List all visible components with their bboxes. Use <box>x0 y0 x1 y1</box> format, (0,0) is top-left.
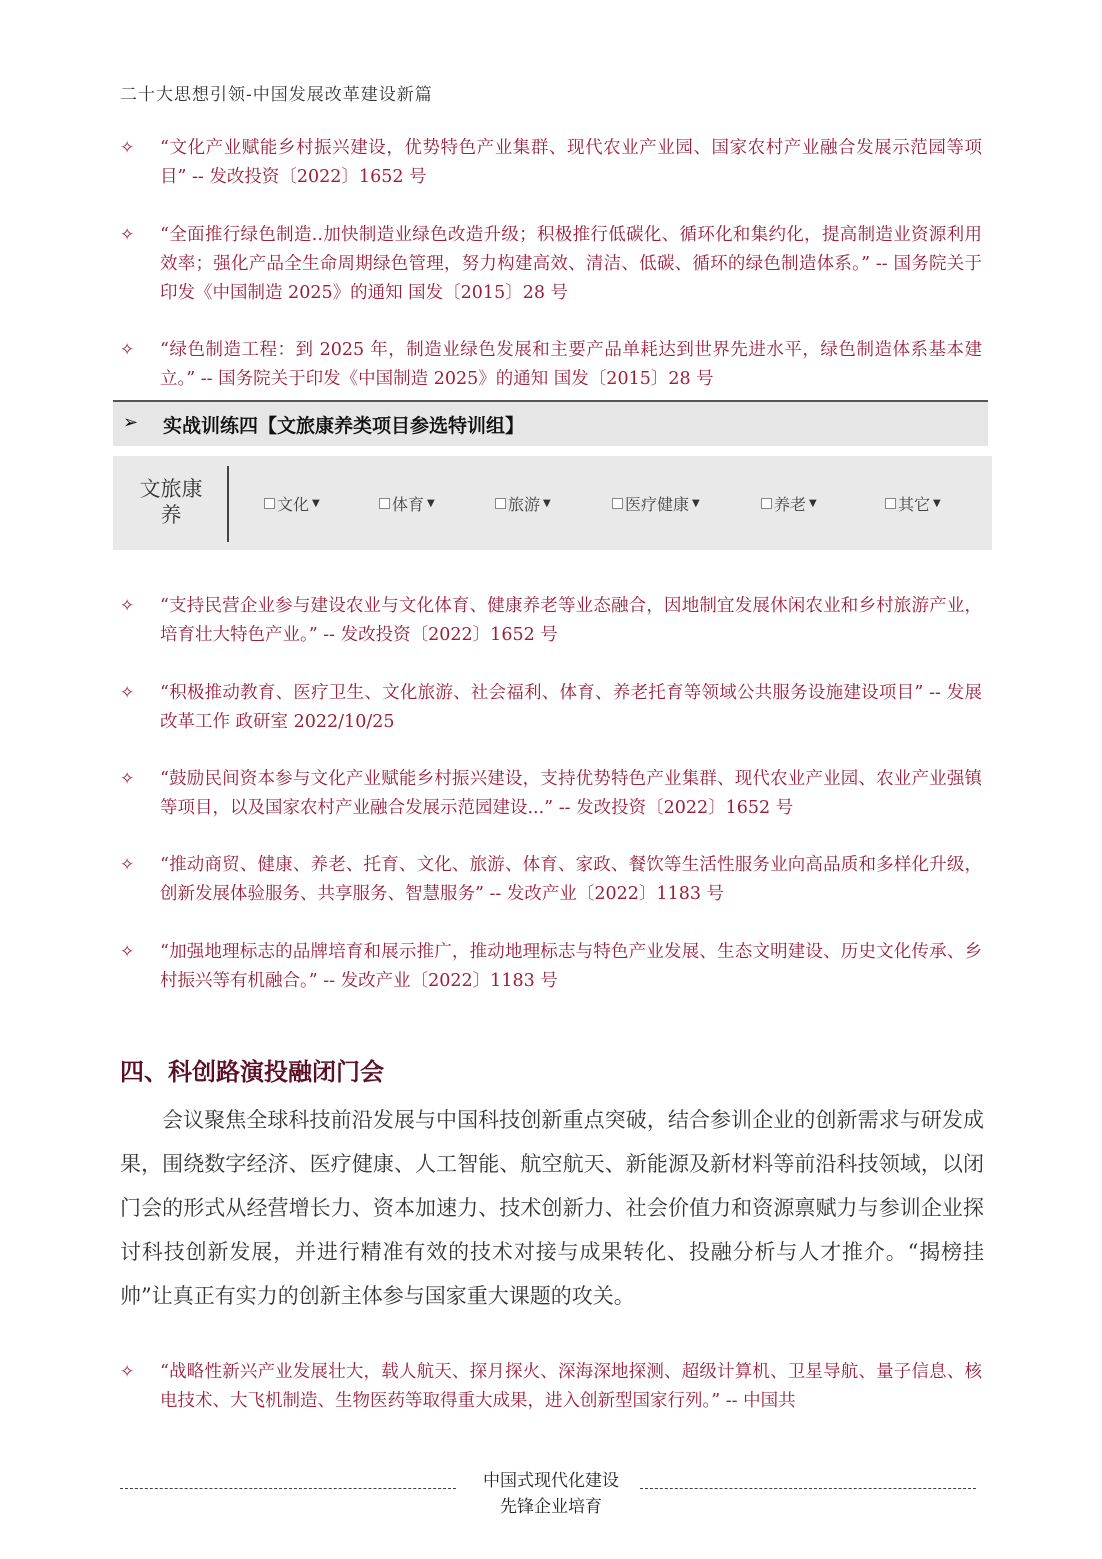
footer-line-1: 中国式现代化建设 <box>483 1471 619 1491</box>
footer-line-2: 先锋企业培育 <box>500 1497 602 1517</box>
filter-category-label: 文旅康养 <box>139 477 203 527</box>
footer-divider-left <box>120 1488 456 1489</box>
quote-text: “积极推动教育、医疗卫生、文化旅游、社会福利、体育、养老托育等领域公共服务设施建设项目” -- 发展改革工作 政研室 2022/10/25 <box>160 683 982 732</box>
filter-divider <box>227 466 229 542</box>
quote-text: “全面推行绿色制造..加快制造业绿色改造升级；积极推行低碳化、循环化和集约化，提高制造业资源利用效率；强化产品全生命周期绿色管理，努力构建高效、清洁、低碳、循环的绿色制造体系。” -- 国务院关于印发《中国制造 2025》的通知 国发〔2015〕28 号 <box>160 225 982 303</box>
caret-down-icon: ▼ <box>312 498 320 509</box>
section-title-bar <box>113 400 988 446</box>
quote-text: “推动商贸、健康、养老、托育、文化、旅游、体育、家政、餐饮等生活性服务业向高品质和多样化升级，创新发展体验服务、共享服务、智慧服务” -- 发改产业〔2022〕1183 号 <box>160 855 982 904</box>
category-filter-panel <box>113 456 992 550</box>
quote-item <box>120 1358 982 1416</box>
section-title: 实战训练四【文旅康养类项目参选特训组】 <box>163 415 525 437</box>
arrow-bullet-icon: ➢ <box>123 412 139 433</box>
bullet-diamond-icon: ✧ <box>120 596 135 616</box>
page-footer <box>440 1468 662 1520</box>
bullet-diamond-icon: ✧ <box>120 683 135 703</box>
filter-option-other[interactable] <box>885 492 941 515</box>
quote-item <box>120 765 982 823</box>
quote-text: “战略性新兴产业发展壮大，载人航天、探月探火、深海深地探测、超级计算机、卫星导航、量子信息、核电技术、大飞机制造、生物医药等取得重大成果，进入创新型国家行列。” -- 中国共 <box>160 1362 982 1411</box>
bullet-diamond-icon: ✧ <box>120 769 135 789</box>
checkbox-icon[interactable] <box>885 498 896 509</box>
checkbox-icon[interactable] <box>761 498 772 509</box>
bullet-diamond-icon: ✧ <box>120 225 135 245</box>
bullet-diamond-icon: ✧ <box>120 138 135 158</box>
quote-text: “文化产业赋能乡村振兴建设，优势特色产业集群、现代农业产业园、国家农村产业融合发展示范园等项目” -- 发改投资〔2022〕1652 号 <box>160 138 982 187</box>
quote-item <box>120 221 982 308</box>
quote-item <box>120 938 982 996</box>
filter-option-elderly-care[interactable] <box>761 492 817 515</box>
checkbox-icon[interactable] <box>495 498 506 509</box>
filter-option-label: 旅游 <box>508 495 541 514</box>
filter-option-healthcare[interactable] <box>612 492 700 515</box>
bullet-diamond-icon: ✧ <box>120 855 135 875</box>
quote-item <box>120 336 982 394</box>
bullet-diamond-icon: ✧ <box>120 1362 135 1382</box>
quote-text: “加强地理标志的品牌培育和展示推广，推动地理标志与特色产业发展、生态文明建设、历史文化传承、乡村振兴等有机融合。” -- 发改产业〔2022〕1183 号 <box>160 942 982 991</box>
footer-divider-right <box>640 1488 976 1489</box>
bullet-diamond-icon: ✧ <box>120 340 135 360</box>
quote-text: “绿色制造工程：到 2025 年，制造业绿色发展和主要产品单耗达到世界先进水平，绿色制造体系基本建立。” -- 国务院关于印发《中国制造 2025》的通知 国发〔2015〕28 号 <box>160 340 982 389</box>
body-paragraph: 会议聚焦全球科技前沿发展与中国科技创新重点突破，结合参训企业的创新需求与研发成果，围绕数字经济、医疗健康、人工智能、航空航天、新能源及新材料等前沿科技领域，以闭门会的形式从经营增长力、资本加速力、技术创新力、社会价值力和资源禀赋力与参训企业探讨科技创新发展，并进行精准有效的技术对接与成果转化、投融分析与人才推介。“揭榜挂帅”让真正有实力的创新主体参与国家重大课题的攻关。 <box>120 1108 984 1308</box>
filter-option-sports[interactable] <box>379 492 435 515</box>
caret-down-icon: ▼ <box>427 498 435 509</box>
filter-option-label: 其它 <box>898 495 931 514</box>
quote-item <box>120 851 982 909</box>
caret-down-icon: ▼ <box>692 498 700 509</box>
checkbox-icon[interactable] <box>612 498 623 509</box>
running-header: 二十大思想引领-中国发展改革建设新篇 <box>120 85 433 105</box>
quote-item <box>120 134 982 192</box>
bullet-diamond-icon: ✧ <box>120 942 135 962</box>
filter-option-culture[interactable] <box>264 492 320 515</box>
quote-item <box>120 592 982 650</box>
quote-item <box>120 679 982 737</box>
section-heading: 四、科创路演投融闭门会 <box>120 1058 384 1086</box>
caret-down-icon: ▼ <box>543 498 551 509</box>
filter-option-tourism[interactable] <box>495 492 551 515</box>
filter-option-label: 体育 <box>392 495 425 514</box>
caret-down-icon: ▼ <box>809 498 817 509</box>
checkbox-icon[interactable] <box>264 498 275 509</box>
quote-text: “支持民营企业参与建设农业与文化体育、健康养老等业态融合，因地制宜发展休闲农业和乡村旅游产业，培育壮大特色产业。” -- 发改投资〔2022〕1652 号 <box>160 596 982 645</box>
checkbox-icon[interactable] <box>379 498 390 509</box>
filter-option-label: 医疗健康 <box>625 495 690 514</box>
caret-down-icon: ▼ <box>933 498 941 509</box>
filter-option-label: 养老 <box>774 495 807 514</box>
filter-option-label: 文化 <box>277 495 310 514</box>
quote-text: “鼓励民间资本参与文化产业赋能乡村振兴建设，支持优势特色产业集群、现代农业产业园、农业产业强镇等项目，以及国家农村产业融合发展示范园建设...” -- 发改投资〔2022〕1652 号 <box>160 769 982 818</box>
